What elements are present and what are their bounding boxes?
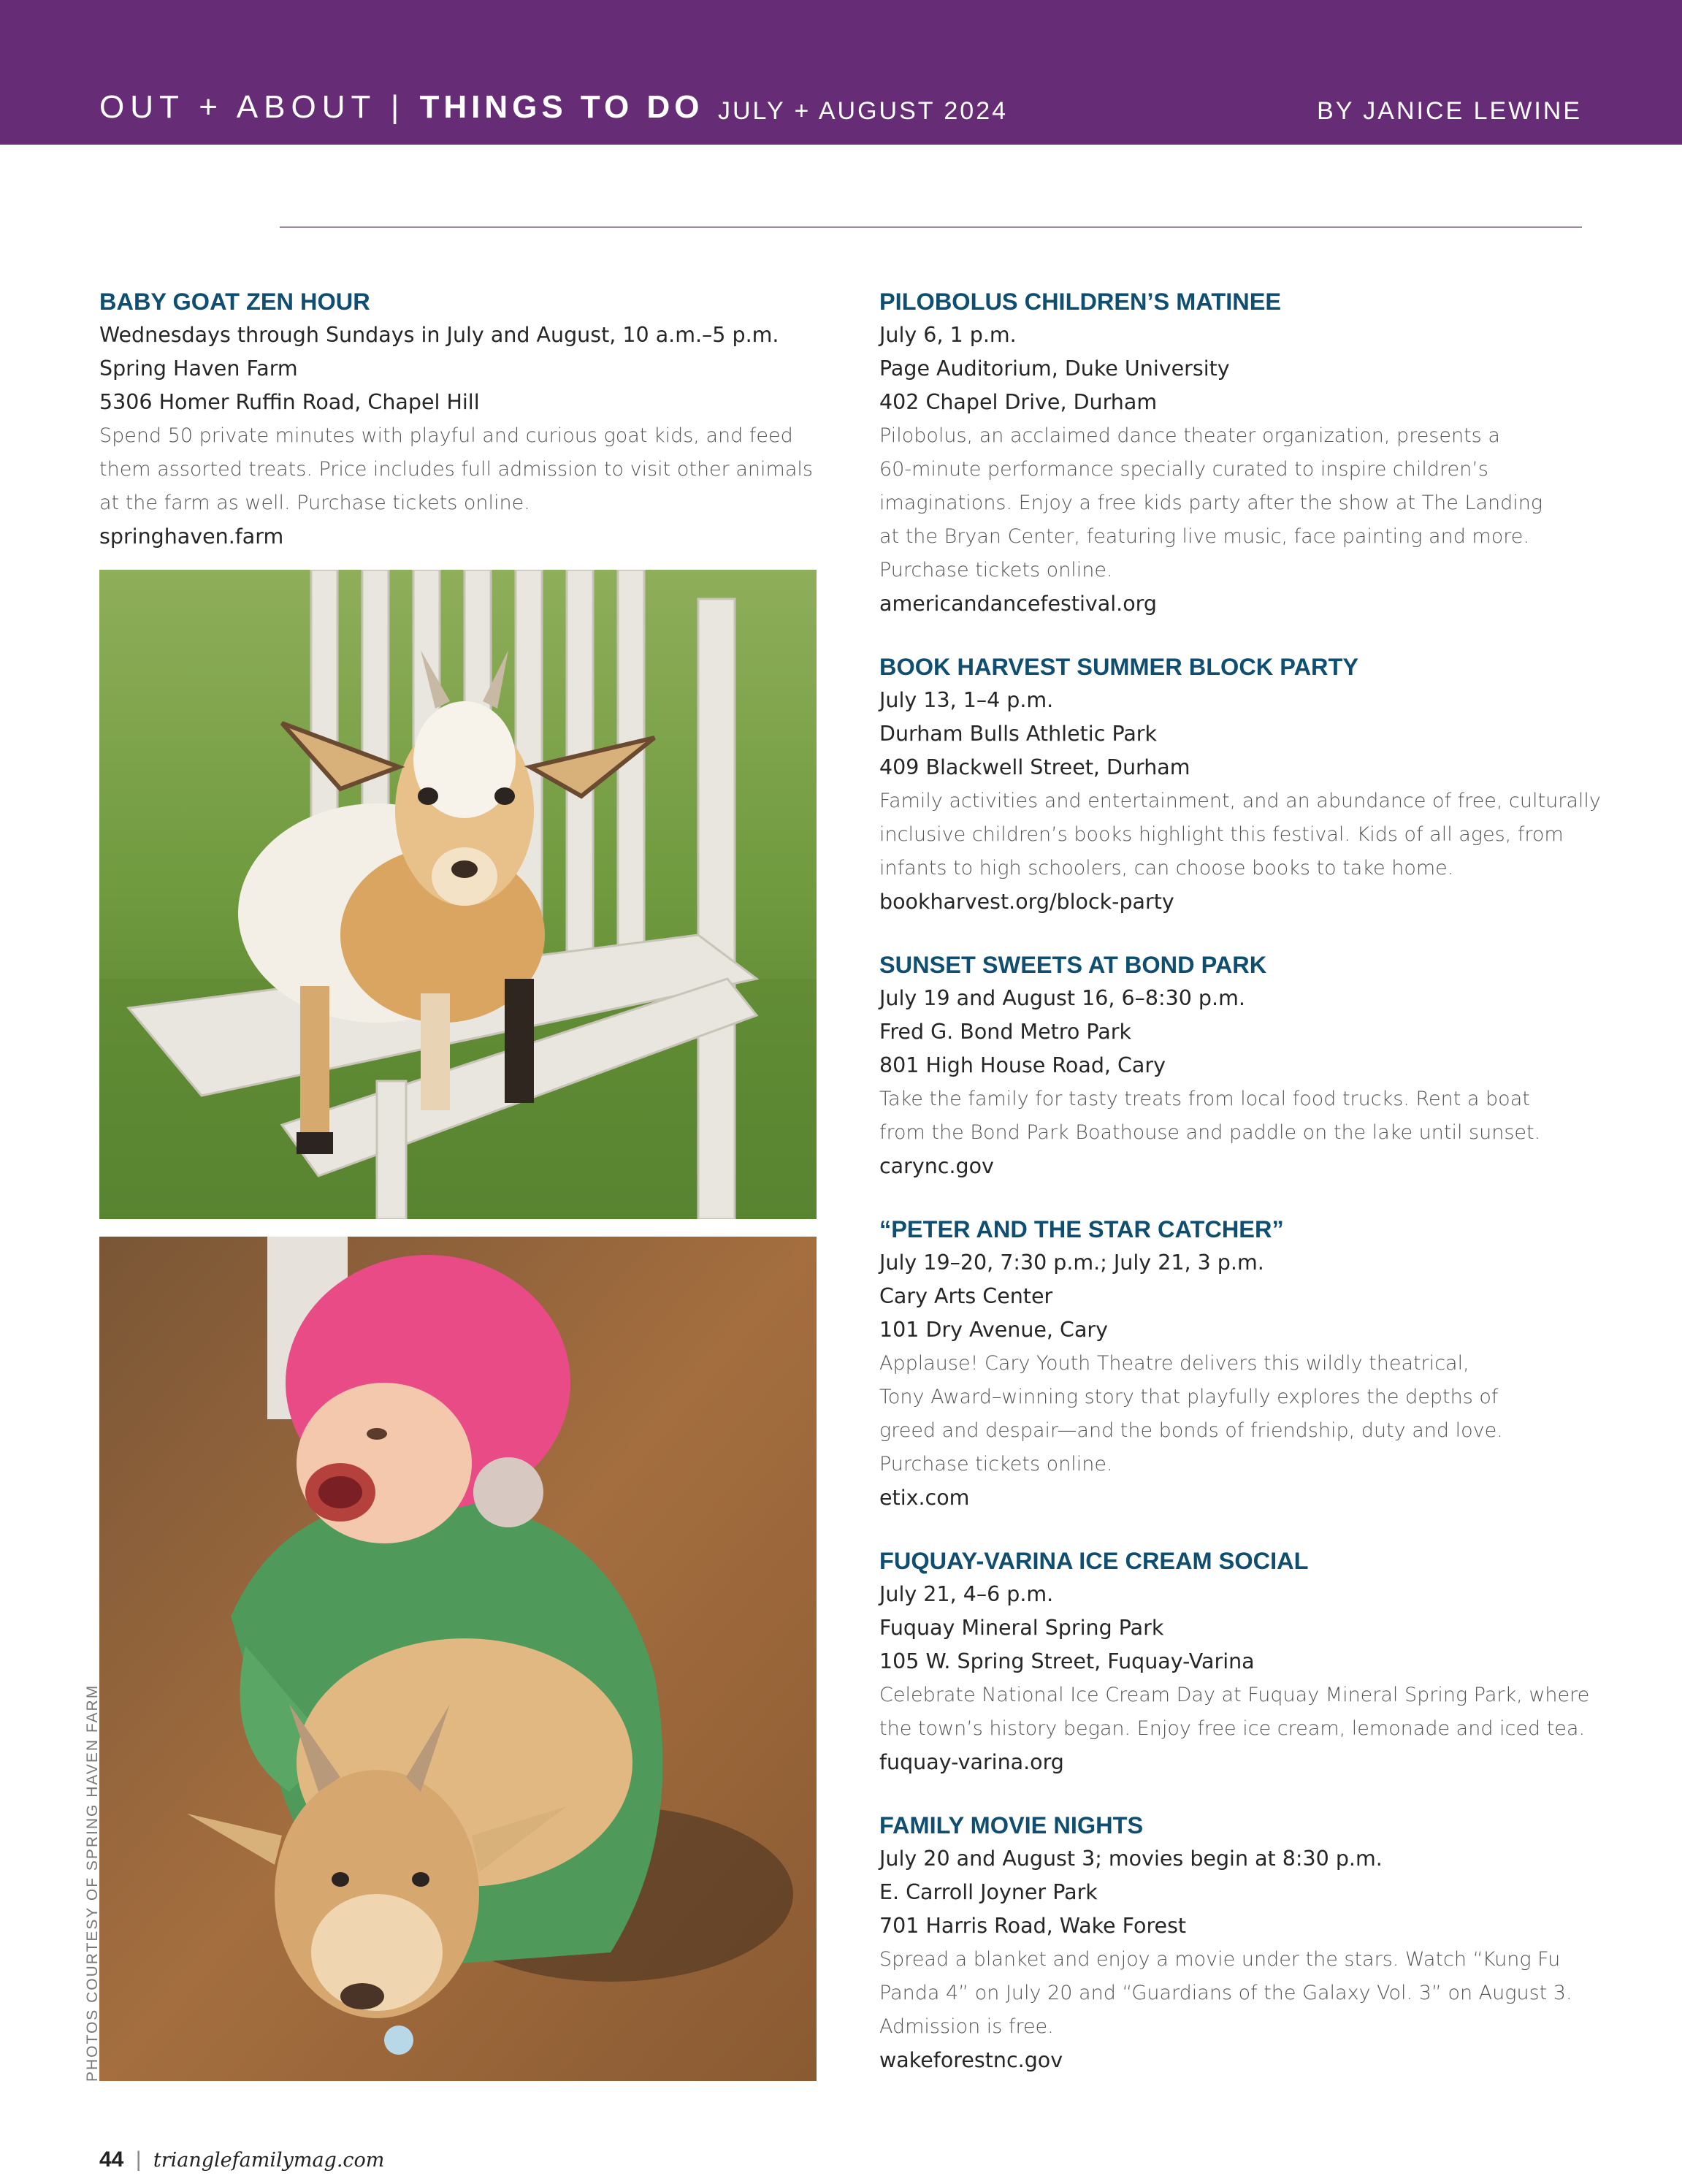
child-with-goat-illustration xyxy=(99,1237,817,2081)
event-detail: 5306 Homer Ruffin Road, Chapel Hill xyxy=(99,390,480,414)
event-website-link[interactable]: etix.com xyxy=(879,1486,970,1510)
event-detail: July 19 and August 16, 6–8:30 p.m. xyxy=(879,986,1245,1010)
footer-separator: | xyxy=(135,2147,142,2172)
event-detail: July 6, 1 p.m. xyxy=(879,323,1017,347)
right-column xyxy=(879,285,1601,2107)
event-detail: July 13, 1–4 p.m. xyxy=(879,688,1054,712)
event-detail: 409 Blackwell Street, Durham xyxy=(879,755,1190,779)
photo-credit: PHOTOS COURTESY OF SPRING HAVEN FARM xyxy=(84,1684,101,2082)
event-detail: E. Carroll Joyner Park xyxy=(879,1880,1098,1904)
description-line: Pilobolus, an acclaimed dance theater organization, presents a xyxy=(879,424,1500,447)
event-title: FAMILY MOVIE NIGHTS xyxy=(879,1812,1144,1839)
event-detail: Wednesdays through Sundays in July and August, 10 a.m.–5 p.m. xyxy=(99,323,779,347)
event-title: SUNSET SWEETS AT BOND PARK xyxy=(879,952,1267,978)
description-line: inclusive children’s books highlight this festival. Kids of all ages, from xyxy=(879,823,1564,846)
event-title: BOOK HARVEST SUMMER BLOCK PARTY xyxy=(879,654,1359,680)
event-detail: July 21, 4–6 p.m. xyxy=(879,1582,1054,1606)
event-title: BABY GOAT ZEN HOUR xyxy=(99,289,370,315)
event-listing xyxy=(879,285,1595,621)
description-line: Panda 4” on July 20 and “Guardians of the Galaxy Vol. 3” on August 3. xyxy=(879,1982,1572,2004)
description-line: Purchase tickets online. xyxy=(879,559,1113,581)
event-listing xyxy=(99,285,813,554)
section-title xyxy=(99,89,703,126)
description-line: Spread a blanket and enjoy a movie under the stars. Watch “Kung Fu xyxy=(879,1948,1561,1971)
event-detail: Page Auditorium, Duke University xyxy=(879,356,1230,381)
event-title: PILOBOLUS CHILDREN’S MATINEE xyxy=(879,289,1282,315)
description-line: the town’s history began. Enjoy free ice cream, lemonade and iced tea. xyxy=(879,1717,1586,1740)
event-detail: 701 Harris Road, Wake Forest xyxy=(879,1914,1187,1938)
event-website-link[interactable]: fuquay-varina.org xyxy=(879,1750,1064,1774)
divider-rule xyxy=(280,226,1582,228)
description-line: Spend 50 private minutes with playful and curious goat kids, and feed xyxy=(99,424,793,447)
description-line: greed and despair—and the bonds of friendship, duty and love. xyxy=(879,1419,1503,1442)
description-line: from the Bond Park Boathouse and paddle on the lake until sunset. xyxy=(879,1121,1541,1144)
event-description xyxy=(879,1083,1595,1150)
event-listing xyxy=(879,1213,1595,1515)
event-listing xyxy=(879,650,1601,919)
left-column xyxy=(99,285,813,583)
issue-date: JULY + AUGUST 2024 xyxy=(718,97,1009,125)
event-detail: July 20 and August 3; movies begin at 8:30 p.m. xyxy=(879,1847,1383,1871)
description-line: Take the family for tasty treats from local food trucks. Rent a boat xyxy=(879,1088,1530,1110)
event-listing xyxy=(879,948,1595,1183)
section-divider: | xyxy=(390,89,405,125)
event-detail: Cary Arts Center xyxy=(879,1284,1053,1308)
goat-on-chair-illustration xyxy=(99,570,817,1219)
goat-on-chair-photo xyxy=(99,570,817,1219)
description-line: Admission is free. xyxy=(879,2015,1054,2038)
event-listing xyxy=(879,1544,1595,1779)
description-line: Celebrate National Ice Cream Day at Fuquay Mineral Spring Park, where xyxy=(879,1684,1590,1706)
description-line: Applause! Cary Youth Theatre delivers this wildly theatrical, xyxy=(879,1352,1469,1375)
page-title: THINGS TO DO xyxy=(419,89,704,125)
event-description xyxy=(879,784,1601,885)
page-number: 44 xyxy=(99,2147,124,2172)
website-link[interactable]: trianglefamilymag.com xyxy=(153,2149,385,2172)
description-line: imaginations. Enjoy a free kids party after the show at The Landing xyxy=(879,492,1543,514)
description-line: at the farm as well. Purchase tickets online. xyxy=(99,492,530,514)
child-with-goat-photo xyxy=(99,1237,817,2081)
event-detail: 105 W. Spring Street, Fuquay-Varina xyxy=(879,1649,1255,1673)
section-label: OUT + ABOUT xyxy=(99,89,376,125)
event-website-link[interactable]: americandancefestival.org xyxy=(879,592,1157,616)
description-line: Tony Award–winning story that playfully explores the depths of xyxy=(879,1386,1499,1408)
event-description xyxy=(99,419,813,520)
event-detail: 801 High House Road, Cary xyxy=(879,1053,1166,1077)
description-line: Family activities and entertainment, and an abundance of free, culturally xyxy=(879,790,1601,812)
event-detail: Fuquay Mineral Spring Park xyxy=(879,1616,1164,1640)
event-detail: 402 Chapel Drive, Durham xyxy=(879,390,1158,414)
description-line: them assorted treats. Price includes full admission to visit other animals xyxy=(99,458,813,481)
event-detail: July 19–20, 7:30 p.m.; July 21, 3 p.m. xyxy=(879,1251,1264,1275)
event-detail: Fred G. Bond Metro Park xyxy=(879,1020,1131,1044)
event-description xyxy=(879,1347,1595,1481)
event-title: “PETER AND THE STAR CATCHER” xyxy=(879,1216,1284,1242)
event-website-link[interactable]: bookharvest.org/block-party xyxy=(879,890,1174,914)
description-line: 60-minute performance specially curated to inspire children’s xyxy=(879,458,1488,481)
page-footer xyxy=(99,2147,384,2172)
event-website-link[interactable]: carync.gov xyxy=(879,1154,994,1178)
description-line: Purchase tickets online. xyxy=(879,1453,1113,1475)
event-detail: Durham Bulls Athletic Park xyxy=(879,722,1158,746)
description-line: at the Bryan Center, featuring live music, face painting and more. xyxy=(879,525,1529,548)
event-title: FUQUAY-VARINA ICE CREAM SOCIAL xyxy=(879,1548,1309,1574)
byline: BY JANICE LEWINE xyxy=(1317,97,1582,125)
event-website-link[interactable]: springhaven.farm xyxy=(99,524,284,549)
event-description xyxy=(879,419,1595,587)
event-description xyxy=(879,1943,1595,2044)
event-detail: 101 Dry Avenue, Cary xyxy=(879,1318,1108,1342)
event-detail: Spring Haven Farm xyxy=(99,356,298,381)
event-website-link[interactable]: wakeforestnc.gov xyxy=(879,2048,1063,2072)
event-listing xyxy=(879,1809,1595,2077)
description-line: infants to high schoolers, can choose books to take home. xyxy=(879,857,1454,879)
event-description xyxy=(879,1679,1595,1746)
